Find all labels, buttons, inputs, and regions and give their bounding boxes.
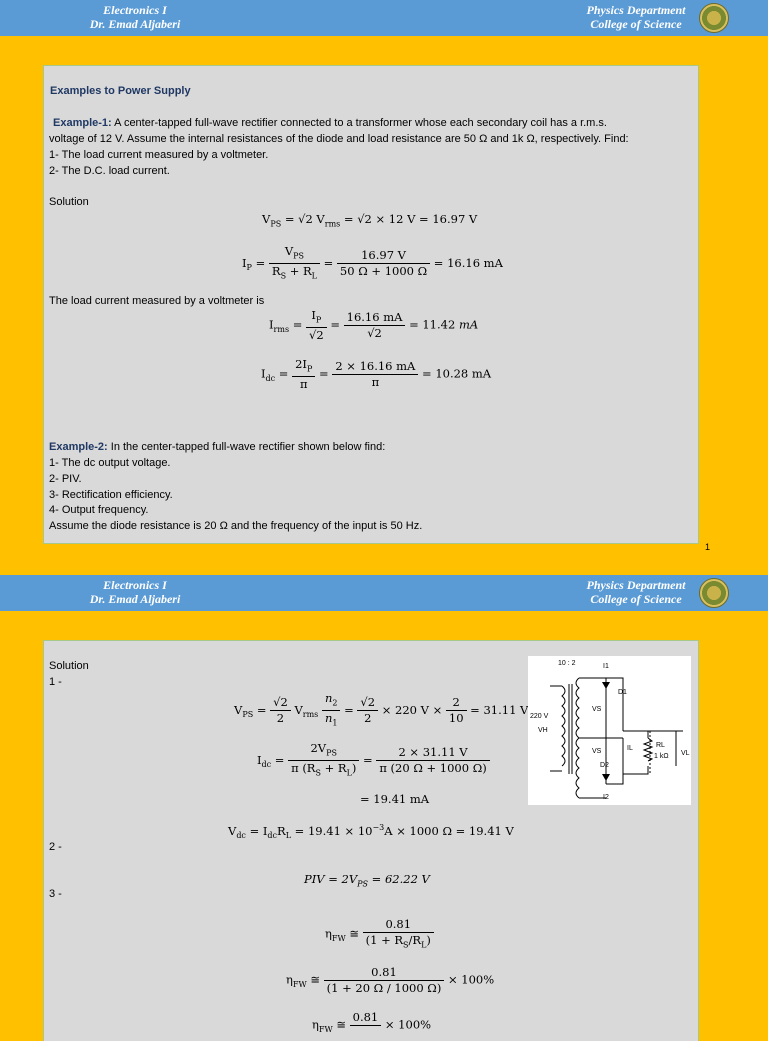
example1-item1: 1- The load current measured by a voltmeter.: [49, 149, 269, 161]
d1-label: D1: [618, 689, 627, 696]
turns-ratio-label: 10 : 2: [558, 660, 576, 667]
input-voltage-label: 220 V: [530, 713, 549, 720]
rl-value-label: 1 kΩ: [654, 753, 669, 760]
slide1-header: [0, 0, 768, 36]
vh-label: VH: [538, 727, 548, 734]
d2-label: D2: [600, 762, 609, 769]
rectifier-circuit-diagram: [528, 656, 691, 805]
example2-item1: 1- The dc output voltage.: [49, 457, 171, 469]
course-title: Electronics I Dr. Emad Aljaberi: [89, 3, 181, 31]
equation-ip: $I_P$ = $\frac{V_{PS}}{R_S + R_L}$ = $\frac{16.97 V}{50 \Omega + 1000 \Omega}$ = 16.16 mA: [242, 244, 503, 281]
equation-eta3: $\eta_{FW}$ ≅ 0.81 × 100%: [312, 1010, 432, 1034]
equation-piv: PIV = $2V_{PS} = 62.22$ V: [304, 872, 430, 889]
solution-label: Solution: [49, 196, 89, 208]
university-logo-icon: [699, 578, 729, 608]
vs-bottom-label: VS: [592, 748, 602, 755]
solution-label: Solution: [49, 660, 89, 672]
step3-label: 3 -: [49, 888, 62, 900]
course-title: Electronics I Dr. Emad Aljaberi: [89, 578, 181, 606]
example2-item3: 3- Rectification efficiency.: [49, 489, 173, 501]
step2-label: 2 -: [49, 841, 62, 853]
example2-item4: 4- Output frequency.: [49, 504, 149, 516]
i2-label: I2: [603, 794, 609, 801]
example1-item2: 2- The D.C. load current.: [49, 165, 170, 177]
vs-top-label: VS: [592, 706, 602, 713]
equation-idc-2: $I_{dc}$ = $\frac{2V_{PS}}{\pi (R_S + R_L)}$ = $\frac{2 \times 31.11 V}{\pi (20 \Omega + 1000 \Omega)}$: [257, 741, 490, 781]
example1-line1: Example-1: A center-tapped full-wave rectifier connected to a transformer whose each secondary coil has a r.m.s.: [53, 117, 607, 129]
equation-idc: $I_{dc}$ = $\frac{2I_P}{\pi}$ = $\frac{2 \times 16.16 mA}{\pi}$ = 10.28 mA: [261, 357, 492, 392]
slide2-header: [0, 575, 768, 611]
equation-idc-result: = 19.41 mA: [360, 792, 430, 806]
rl-label: RL: [656, 742, 665, 749]
equation-vps-2: $V_{PS}$ = $\frac{√2}{2}$ $V_{rms}$ $\frac{n_2}{n_1}$ = $\frac{√2}{2}$ × 220 V × $\frac{2}{10}$ = 31.11 V: [234, 691, 529, 728]
il-label: IL: [627, 745, 633, 752]
example2-item2: 2- PIV.: [49, 473, 82, 485]
equation-vdc: $V_{dc} = I_{dc}R_L = 19.41 \times 10^{-3}A \times 1000$ Ω = 19.41 V: [228, 823, 514, 841]
load-current-text: The load current measured by a voltmeter is: [49, 295, 265, 307]
example2-assume: Assume the diode resistance is 20 Ω and the frequency of the input is 50 Hz.: [49, 520, 423, 532]
example2-line1: Example-2: In the center-tapped full-wave rectifier shown below find:: [49, 441, 386, 453]
i1-label: I1: [603, 663, 609, 670]
department: Physics Department College of Science: [586, 3, 686, 31]
page-number: 1: [705, 542, 711, 552]
slide1-content: [43, 65, 699, 544]
equation-irms: $I_{rms}$ = $\frac{I_P}{√2}$ = $\frac{16.16 mA}{√2}$ = 11.42 mA: [269, 308, 479, 343]
university-logo-icon: [699, 3, 729, 33]
step1-label: 1 -: [49, 676, 62, 688]
example1-line2: voltage of 12 V. Assume the internal resistances of the diode and load resistance are 50 Ω and 1k Ω, respectively. Find:: [49, 133, 629, 145]
equation-eta2: $\eta_{FW}$ ≅ $\frac{0.81}{(1 + 20 \Omega / 1000 \Omega)}$ × 100%: [286, 965, 495, 995]
equation-eta1: $\eta_{FW}$ ≅ $\frac{0.81}{(1 + R_S/R_L)}$: [325, 917, 434, 952]
equation-vps: $V_{PS} = √2$ $V_{rms} = √2 \times 12$ V = 16.97 V: [262, 212, 478, 229]
page-title: Examples to Power Supply: [50, 85, 191, 97]
department: Physics Department College of Science: [586, 578, 686, 606]
vl-label: VL: [681, 750, 690, 757]
